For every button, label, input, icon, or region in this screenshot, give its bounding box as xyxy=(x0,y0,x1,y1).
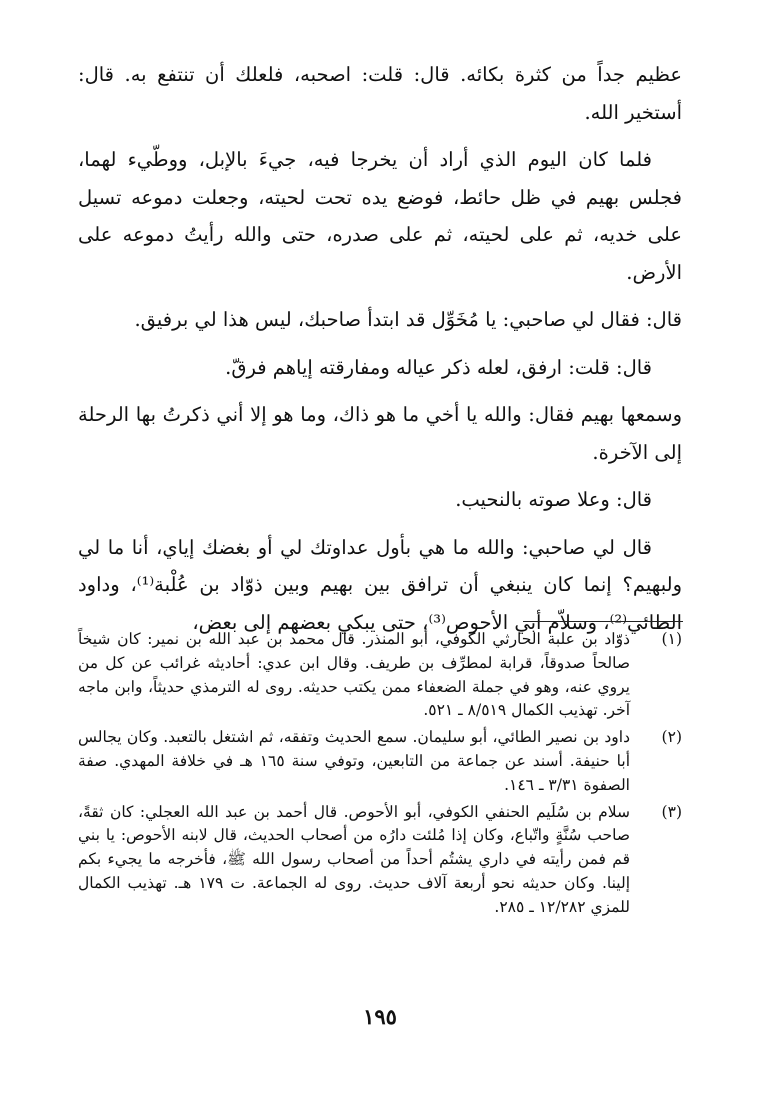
paragraph: قال: وعلا صوته بالنحيب. xyxy=(455,488,652,511)
paragraph: قال: قلت: ارفق، لعله ذكر عياله ومفارقته إياهم فرقّ. xyxy=(225,355,652,379)
main-text xyxy=(78,56,682,641)
footnote-divider xyxy=(523,621,683,622)
paragraph: فلما كان اليوم الذي أراد أن يخرجا فيه، جيءَ بالإبل، ووطّيء لهما، فجلس بهيم في ظل حائط، فوضع يده تحت لحيته، وجعلت دموعه تسيل على خديه، ثم على لحيته، ثم على صدره، حتى والله رأيتُ دموعه على الأرض. xyxy=(78,148,682,284)
page-number: ١٩٥ xyxy=(363,1004,397,1029)
footnote xyxy=(78,726,682,797)
footnote xyxy=(78,801,682,920)
footnote-number: (٢) xyxy=(661,728,682,747)
footnote-text: داود بن نصير الطائي، أبو سليمان. سمع الحديث وتفقه، ثم اشتغل بالتعبد. وكان يجالس أبا حنيفة. أسند عن جماعة من التابعين، وتوفي سنة ١٦٥ هـ في خلافة المهدي. صفة الصفوة ٣/٣١ ـ ١٤٦. xyxy=(78,728,631,794)
footnotes xyxy=(78,628,682,923)
footnote-text: ذوّاد بن علبة الحارثي الكوفي، أبو المنذر. قال محمد بن عبد الله بن نمير: كان شيخاً صالحاً صدوقاً، قرابة لمطرِّف بن طريف. وقال ابن عدي: أحاديثه غرائب عن كل من يروي عنه، وهو في جملة الضعفاء ممن يكتب حديثه. روى له الترمذي حديثاً، وابن ماجه آخر. تهذيب الكمال ٨/٥١٩ ـ ٥٢١. xyxy=(78,630,630,720)
paragraph: وسمعها بهيم فقال: والله يا أخي ما هو ذاك، وما هو إلا أني ذكرتُ بها الرحلة إلى الآخرة. xyxy=(78,403,682,464)
paragraph: قال لي صاحبي: والله ما هي بأول عداوتك لي أو بغضك إياي، أنا ما لي ولبهيم؟ إنما كان ينبغي أن ترافق بين بهيم وبين ذوّاد بن عُلْبة⁽¹⁾، وداود الطائي⁽²⁾، وسلاّم أبي الأحوص⁽³⁾، حتى يبكي بعضهم إلى بعض، xyxy=(78,535,682,634)
footnote-text: سلام بن سُلَيم الحنفي الكوفي، أبو الأحوص. قال أحمد بن عبد الله العجلي: كان ثقةً، صاحب سُنَّةٍ واتّباع، وكان إذا مُلئت دارُه من أصحاب الحديث، قال لابنه الأحوص: يا بني قم فمن رأيته في داري يشتُم أحداً من أصحاب رسول الله ﷺ، فأخرجه ما يجيء بكم إلينا. وكان حديثه نحو أربعة آلاف حديث. روى له الجماعة. ت ١٧٩ هـ. تهذيب الكمال للمزي ١٢/٢٨٢ ـ ٢٨٥. xyxy=(78,802,630,916)
paragraph: قال: فقال لي صاحبي: يا مُخَوِّل قد ابتدأ صاحبك، ليس هذا لي برفيق. xyxy=(134,308,682,331)
footnote xyxy=(78,628,682,723)
footnote-number: (٣) xyxy=(661,802,682,821)
footnote-number: (١) xyxy=(661,630,682,648)
paragraph: عظيم جداً من كثرة بكائه. قال: قلت: اصحبه، فلعلك أن تنتفع به. قال: أستخير الله. xyxy=(78,63,682,124)
